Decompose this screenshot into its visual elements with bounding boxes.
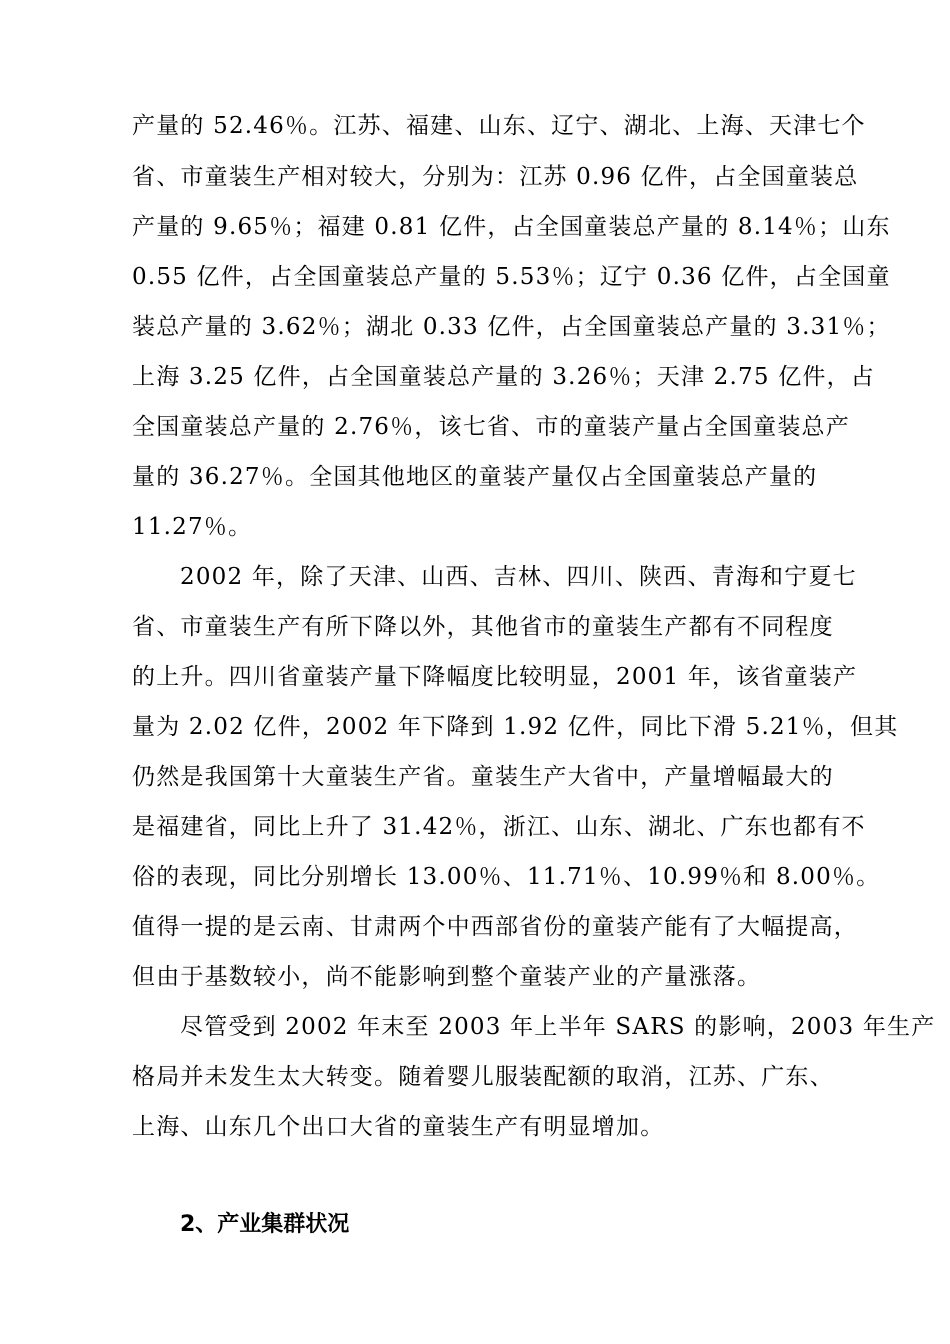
- text-line: 尽管受到 2002 年末至 2003 年上半年 SARS 的影响，2003 年生产: [180, 1014, 936, 1040]
- text-line: 装总产量的 3.62％；湖北 0.33 亿件，占全国童装总产量的 3.31％；: [132, 314, 891, 340]
- text-line: 量为 2.02 亿件，2002 年下降到 1.92 亿件，同比下滑 5.21％，但其: [132, 714, 899, 740]
- text-line: 是福建省，同比上升了 31.42％，浙江、山东、湖北、广东也都有不: [132, 814, 866, 840]
- text-line: 11.27％。: [132, 514, 253, 540]
- section-heading: 2、产业集群状况: [180, 1212, 350, 1237]
- text-line: 2002 年，除了天津、山西、吉林、四川、陕西、青海和宁夏七: [180, 564, 857, 590]
- text-line: 仍然是我国第十大童装生产省。童装生产大省中，产量增幅最大的: [132, 764, 834, 790]
- text-line: 上海 3.25 亿件，占全国童装总产量的 3.26％；天津 2.75 亿件，占: [132, 364, 875, 390]
- text-line: 全国童装总产量的 2.76％，该七省、市的童装产量占全国童装总产: [132, 414, 850, 440]
- text-line: 省、市童装生产相对较大，分别为：江苏 0.96 亿件，占全国童装总: [132, 164, 859, 190]
- text-line: 上海、山东几个出口大省的童装生产有明显增加。: [132, 1114, 665, 1140]
- text-line: 0.55 亿件，占全国童装总产量的 5.53％；辽宁 0.36 亿件，占全国童: [132, 264, 891, 290]
- text-line: 但由于基数较小，尚不能影响到整个童装产业的产量涨落。: [132, 964, 762, 990]
- text-line: 格局并未发生太大转变。随着婴儿服装配额的取消，江苏、广东、: [132, 1064, 834, 1090]
- text-line: 产量的 52.46％。江苏、福建、山东、辽宁、湖北、上海、天津七个: [132, 113, 866, 139]
- text-line: 值得一提的是云南、甘肃两个中西部省份的童装产能有了大幅提高，: [132, 914, 858, 940]
- text-line: 的上升。四川省童装产量下降幅度比较明显，2001 年，该省童装产: [132, 664, 858, 690]
- text-line: 量的 36.27％。全国其他地区的童装产量仅占全国童装总产量的: [132, 464, 818, 490]
- text-line: 俗的表现，同比分别增长 13.00％、11.71％、10.99％和 8.00％。: [132, 864, 881, 890]
- text-line: 产量的 9.65％；福建 0.81 亿件，占全国童装总产量的 8.14％；山东: [132, 214, 891, 240]
- text-line: 省、市童装生产有所下降以外，其他省市的童装生产都有不同程度: [132, 614, 834, 640]
